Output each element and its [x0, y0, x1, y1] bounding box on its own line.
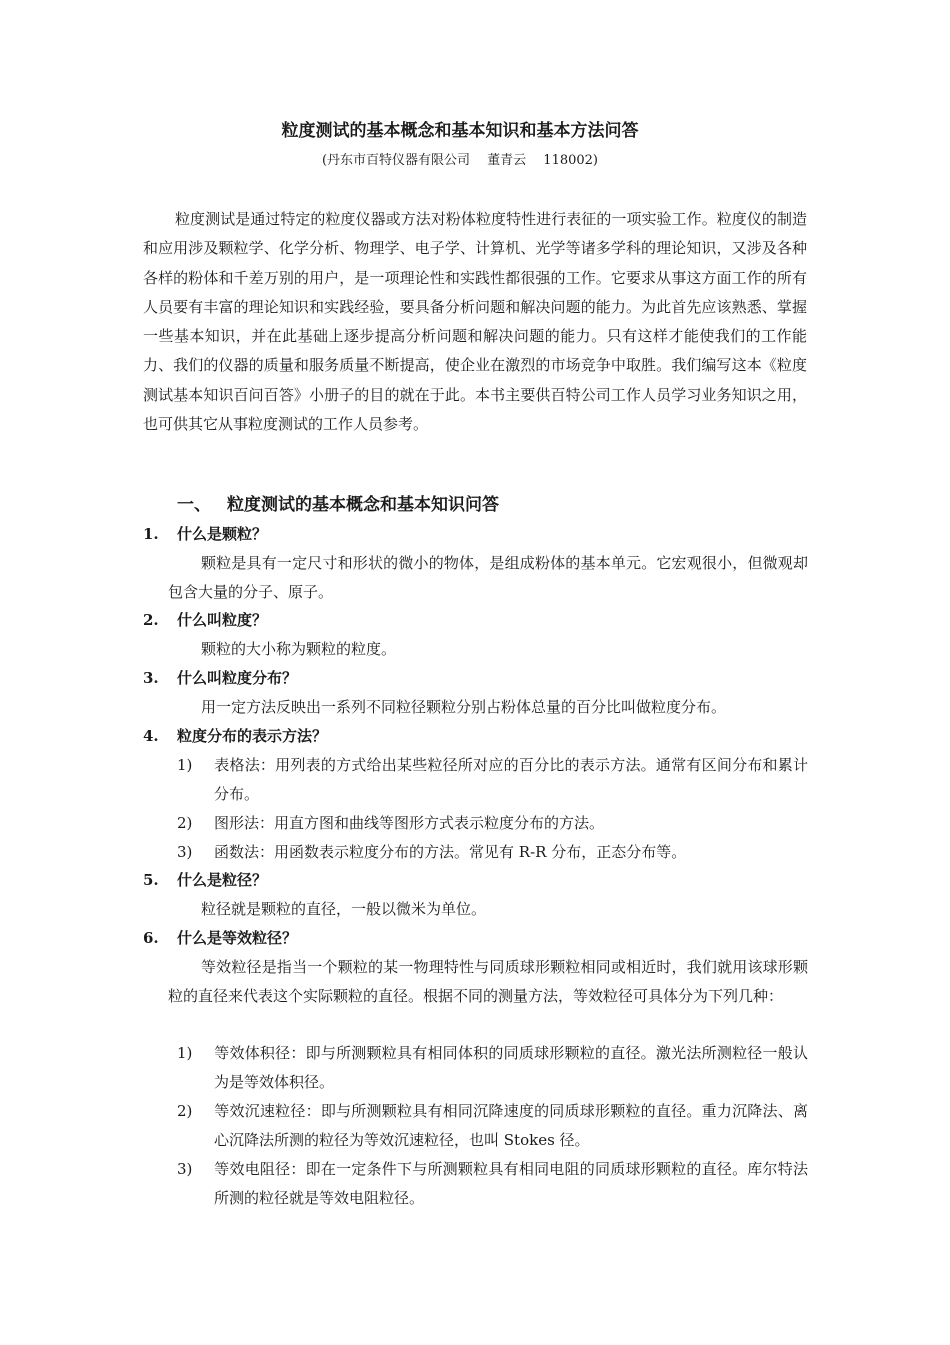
- intro-paragraph: 粒度测试是通过特定的粒度仪器或方法对粉体粒度特性进行表征的一项实验工作。粒度仪的制造和应用涉及颗粒学、化学分析、物理学、电子学、计算机、光学等诸多学科的理论知识，又涉及各种各样的粉体和千差万别的用户，是一项理论性和实践性都很强的工作。它要求从事这方面工作的所有人员要有丰富的理论知识和实践经验，要具备分析问题和解决问题的能力。为此首先应该熟悉、掌握一些基本知识，并在此基础上逐步提高分析问题和解决问题的能力。只有这样才能使我们的工作能力、我们的仪器的质量和服务质量不断提高，使企业在激烈的市场竞争中取胜。我们编写这本《粒度测试基本知识百问百答》小册子的目的就在于此。本书主要供百特公司工作人员学习业务知识之用，也可供其它从事粒度测试的工作人员参考。: [143, 210, 807, 434]
- list-item: [177, 751, 808, 809]
- list-item-text: 表格法：用列表的方式给出某些粒径所对应的百分比的表示方法。通常有区间分布和累计分布。: [214, 756, 808, 803]
- question-number: 2.: [143, 611, 159, 629]
- question-6: [143, 925, 297, 951]
- document-title: 粒度测试的基本概念和基本知识和基本方法问答: [281, 121, 639, 141]
- answer-3: 用一定方法反映出一系列不同粒径颗粒分别占粉体总量的百分比叫做粒度分布。: [201, 698, 727, 716]
- answer-6: 等效粒径是指当一个颗粒的某一物理特性与同质球形颗粒相同或相近时，我们就用该球形颗粒的直径来代表这个实际颗粒的直径。根据不同的测量方法，等效粒径可具体分为下列几种：: [168, 958, 808, 1005]
- question-text: 什么叫粒度？: [177, 611, 268, 629]
- list-item: [177, 838, 808, 867]
- question-number: 6.: [143, 929, 159, 947]
- list-item-number: 1): [177, 756, 193, 774]
- question-text: 什么叫粒度分布？: [177, 669, 298, 687]
- section-number: 一、: [177, 495, 211, 515]
- question-text: 粒度分布的表示方法？: [177, 727, 328, 745]
- list-item-number: 3): [177, 843, 193, 861]
- list-item-number: 3): [177, 1160, 193, 1178]
- list-item-text: 函数法：用函数表示粒度分布的方法。常见有 R-R 分布，正态分布等。: [214, 843, 687, 861]
- list-item-number: 2): [177, 814, 193, 832]
- list-item-text: 等效体积径：即与所测颗粒具有相同体积的同质球形颗粒的直径。激光法所测粒径一般认为是等效体积径。: [214, 1044, 808, 1091]
- question-4: [143, 723, 327, 749]
- question-number: 1.: [143, 525, 159, 543]
- list-item: [177, 1039, 808, 1097]
- answer-5: 粒径就是颗粒的直径，一般以微米为单位。: [201, 900, 487, 918]
- question-3: [143, 665, 297, 691]
- list-item-text: 等效电阻径：即在一定条件下与所测颗粒具有相同电阻的同质球形颗粒的直径。库尔特法所测的粒径就是等效电阻粒径。: [214, 1160, 808, 1207]
- question-5: [143, 867, 267, 893]
- list-item: [177, 1097, 808, 1155]
- question-number: 4.: [143, 727, 159, 745]
- answer-2: 颗粒的大小称为颗粒的粒度。: [201, 640, 397, 658]
- question-text: 什么是颗粒？: [177, 525, 268, 543]
- section-title: 粒度测试的基本概念和基本知识问答: [227, 495, 499, 515]
- list-item-text: 图形法：用直方图和曲线等图形方式表示粒度分布的方法。: [214, 814, 605, 832]
- question-1: [143, 521, 267, 547]
- question-2: [143, 607, 267, 633]
- answer-1: 颗粒是具有一定尺寸和形状的微小的物体，是组成粉体的基本单元。它宏观很小，但微观却包含大量的分子、原子。: [168, 554, 808, 601]
- question-text: 什么是粒径？: [177, 871, 268, 889]
- list-item: [177, 809, 808, 838]
- list-item: [177, 1155, 808, 1213]
- document-subtitle: (丹东市百特仪器有限公司 董青云 118002): [321, 153, 599, 168]
- section-heading: [177, 492, 499, 518]
- list-item-number: 2): [177, 1102, 193, 1120]
- list-item-number: 1): [177, 1044, 193, 1062]
- question-number: 3.: [143, 669, 159, 687]
- list-item-text: 等效沉速粒径：即与所测颗粒具有相同沉降速度的同质球形颗粒的直径。重力沉降法、离心沉降法所测的粒径为等效沉速粒径，也叫 Stokes 径。: [214, 1102, 808, 1149]
- question-text: 什么是等效粒径？: [177, 929, 298, 947]
- question-number: 5.: [143, 871, 159, 889]
